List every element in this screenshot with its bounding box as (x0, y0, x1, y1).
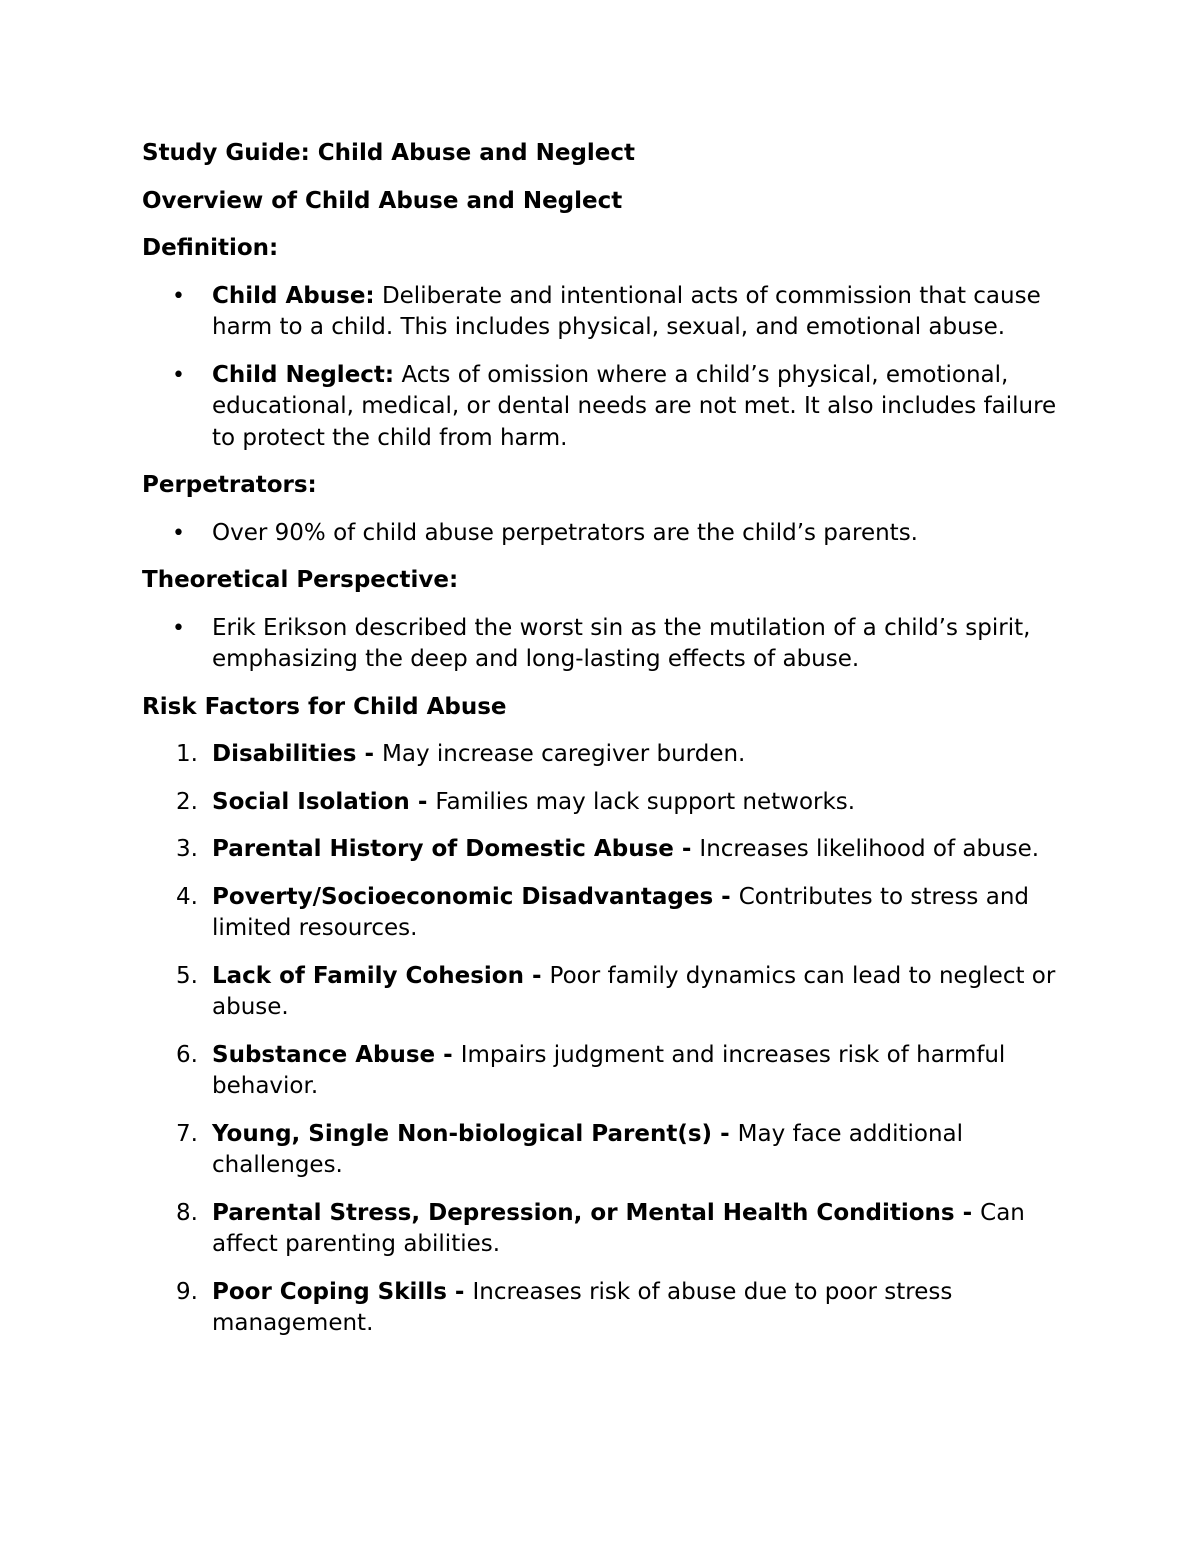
risk-factor-term: Poor Coping Skills (212, 1278, 447, 1305)
theoretical-heading: Theoretical Perspective: (142, 567, 459, 593)
risk-factor-text: Contributes to stress and limited resources. (212, 883, 1029, 941)
risk-factor-item (142, 1040, 1062, 1103)
bullet-icon: • (172, 283, 185, 309)
bullet-icon: • (172, 520, 185, 546)
definition-text: Acts of omission where a child’s physical, emotional, educational, medical, or dental needs are not met. It also includes failure to protect the child from harm. (212, 361, 1057, 451)
perpetrators-list (142, 518, 1062, 550)
risk-factor-text: Can affect parenting abilities. (212, 1199, 1025, 1257)
document-title: Study Guide: Child Abuse and Neglect (142, 140, 636, 166)
list-item (142, 360, 1062, 455)
risk-factor-item (142, 882, 1062, 945)
bullet-icon: • (172, 362, 185, 388)
risk-factor-term: Poverty/Socioeconomic Disadvantages (212, 883, 714, 910)
definition-term: Child Neglect: (212, 361, 395, 388)
risk-factor-item (142, 1198, 1062, 1261)
theoretical-list (142, 613, 1062, 676)
risk-factor-term: Social Isolation (212, 788, 410, 815)
item-number: 8. (176, 1199, 198, 1226)
risk-factor-text: Impairs judgment and increases risk of harmful behavior. (212, 1041, 1006, 1099)
risk-factor-separator: - (356, 741, 383, 767)
definition-text: Deliberate and intentional acts of commission that cause harm to a child. This includes physical, sexual, and emotional abuse. (212, 282, 1041, 340)
perpetrators-text: Over 90% of child abuse perpetrators are the child’s parents. (212, 519, 918, 546)
document-page (142, 138, 1062, 1356)
item-number: 2. (176, 788, 198, 815)
risk-factors-list (142, 739, 1062, 1340)
risk-factor-item (142, 834, 1062, 866)
risk-factor-term: Young, Single Non-biological Parent(s) (212, 1120, 713, 1147)
risk-factor-term: Lack of Family Cohesion (212, 962, 524, 989)
overview-heading: Overview of Child Abuse and Neglect (142, 187, 623, 214)
risk-factor-term: Disabilities (212, 741, 357, 767)
item-number: 1. (176, 741, 198, 767)
risk-factor-text: May face additional challenges. (212, 1120, 964, 1178)
item-number: 5. (176, 962, 198, 989)
list-item (142, 281, 1062, 344)
risk-factor-separator: - (446, 1278, 473, 1305)
list-item (142, 613, 1062, 676)
risk-factor-text: Families may lack support networks. (435, 788, 856, 815)
risk-factors-heading: Risk Factors for Child Abuse (142, 693, 507, 720)
definition-list (142, 281, 1062, 455)
bullet-icon: • (172, 615, 185, 641)
definition-heading: Definition: (142, 235, 279, 261)
item-number: 3. (176, 836, 198, 862)
risk-factor-separator: - (409, 788, 436, 815)
item-number: 9. (176, 1278, 198, 1305)
theoretical-text: Erik Erikson described the worst sin as the mutilation of a child’s spirit, emphasizing the deep and long-lasting effects of abuse. (212, 614, 1031, 672)
risk-factor-item (142, 739, 1062, 771)
risk-factor-text: May increase caregiver burden. (382, 741, 746, 767)
definition-term: Child Abuse: (212, 282, 375, 309)
list-item (142, 518, 1062, 550)
item-number: 4. (176, 883, 198, 910)
risk-factor-separator: - (713, 883, 739, 910)
risk-factor-separator: - (954, 1199, 981, 1226)
risk-factor-text: Poor family dynamics can lead to neglect or abuse. (212, 962, 1056, 1020)
item-number: 7. (176, 1120, 198, 1147)
risk-factor-term: Parental Stress, Depression, or Mental Health Conditions (212, 1199, 955, 1226)
risk-factor-item (142, 787, 1062, 819)
risk-factor-separator: - (712, 1120, 738, 1147)
risk-factor-separator: - (435, 1041, 461, 1068)
risk-factor-term: Parental History of Domestic Abuse (212, 836, 674, 862)
risk-factor-text: Increases likelihood of abuse. (699, 836, 1040, 862)
risk-factor-separator: - (673, 836, 700, 862)
risk-factor-item (142, 1277, 1062, 1340)
risk-factor-item (142, 1119, 1062, 1182)
item-number: 6. (176, 1041, 198, 1068)
risk-factor-text: Increases risk of abuse due to poor stress management. (212, 1278, 953, 1336)
risk-factor-separator: - (523, 962, 550, 989)
risk-factor-item (142, 961, 1062, 1024)
perpetrators-heading: Perpetrators: (142, 472, 317, 498)
risk-factor-term: Substance Abuse (212, 1041, 436, 1068)
